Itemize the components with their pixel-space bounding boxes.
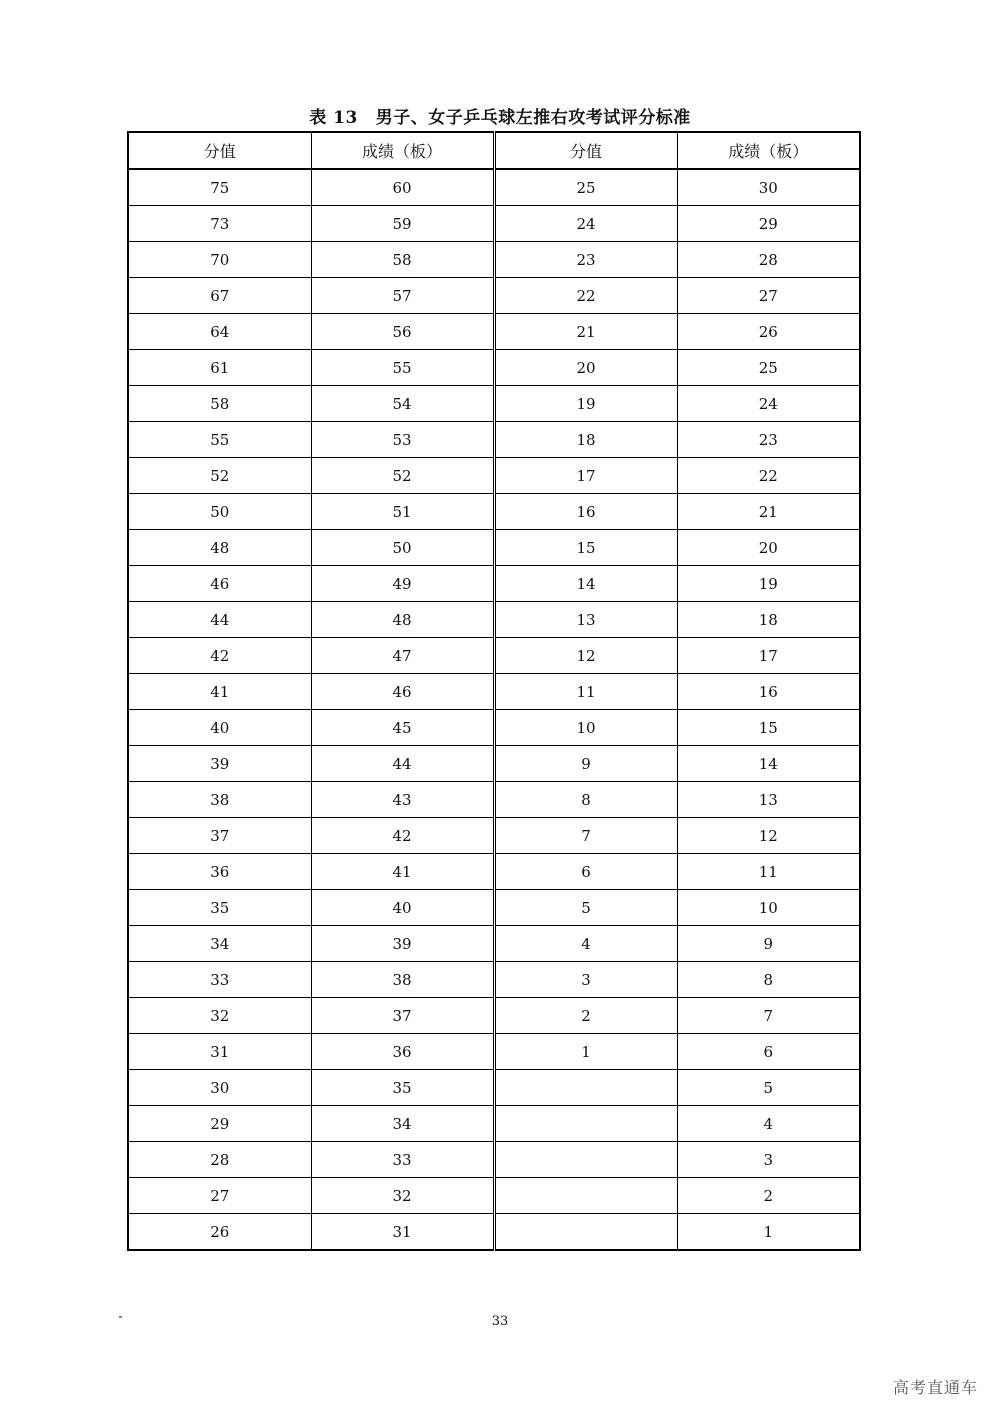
table-title-text: 男子、女子乒乓球左推右攻考试评分标准 bbox=[375, 108, 691, 128]
result-cell: 34 bbox=[311, 1106, 494, 1142]
score-cell: 20 bbox=[494, 350, 677, 386]
table-row bbox=[128, 962, 860, 998]
page-number: 33 bbox=[491, 1314, 509, 1329]
score-cell: 64 bbox=[128, 314, 311, 350]
result-cell: 52 bbox=[311, 458, 494, 494]
header-result: 成绩（板） bbox=[677, 132, 860, 169]
score-cell: 73 bbox=[128, 206, 311, 242]
result-cell: 57 bbox=[311, 278, 494, 314]
score-cell: 16 bbox=[494, 494, 677, 530]
result-cell: 37 bbox=[311, 998, 494, 1034]
result-cell: 35 bbox=[311, 1070, 494, 1106]
score-cell: 5 bbox=[494, 890, 677, 926]
result-cell: 32 bbox=[311, 1178, 494, 1214]
table-row bbox=[128, 710, 860, 746]
result-cell: 8 bbox=[677, 962, 860, 998]
score-cell: 2 bbox=[494, 998, 677, 1034]
table-row bbox=[128, 278, 860, 314]
result-cell: 53 bbox=[311, 422, 494, 458]
score-cell: 14 bbox=[494, 566, 677, 602]
table-row bbox=[128, 314, 860, 350]
result-cell: 55 bbox=[311, 350, 494, 386]
table-row bbox=[128, 1142, 860, 1178]
header-result: 成绩（板） bbox=[311, 132, 494, 169]
result-cell: 47 bbox=[311, 638, 494, 674]
score-cell bbox=[494, 1106, 677, 1142]
result-cell: 15 bbox=[677, 710, 860, 746]
result-cell: 26 bbox=[677, 314, 860, 350]
result-cell: 2 bbox=[677, 1178, 860, 1214]
result-cell: 29 bbox=[677, 206, 860, 242]
result-cell: 16 bbox=[677, 674, 860, 710]
score-cell: 26 bbox=[128, 1214, 311, 1251]
result-cell: 44 bbox=[311, 746, 494, 782]
result-cell: 12 bbox=[677, 818, 860, 854]
score-cell: 44 bbox=[128, 602, 311, 638]
result-cell: 11 bbox=[677, 854, 860, 890]
result-cell: 39 bbox=[311, 926, 494, 962]
table-row bbox=[128, 242, 860, 278]
table-row bbox=[128, 674, 860, 710]
score-cell: 29 bbox=[128, 1106, 311, 1142]
result-cell: 6 bbox=[677, 1034, 860, 1070]
score-cell: 12 bbox=[494, 638, 677, 674]
table-row bbox=[128, 386, 860, 422]
table-title bbox=[0, 103, 1000, 128]
table-row bbox=[128, 350, 860, 386]
score-cell: 55 bbox=[128, 422, 311, 458]
score-cell: 31 bbox=[128, 1034, 311, 1070]
result-cell: 24 bbox=[677, 386, 860, 422]
result-cell: 56 bbox=[311, 314, 494, 350]
table-row bbox=[128, 566, 860, 602]
score-cell: 25 bbox=[494, 169, 677, 206]
table-row bbox=[128, 458, 860, 494]
result-cell: 17 bbox=[677, 638, 860, 674]
score-cell: 1 bbox=[494, 1034, 677, 1070]
score-cell: 15 bbox=[494, 530, 677, 566]
table-row bbox=[128, 638, 860, 674]
score-cell: 37 bbox=[128, 818, 311, 854]
score-cell: 33 bbox=[128, 962, 311, 998]
result-cell: 3 bbox=[677, 1142, 860, 1178]
result-cell: 49 bbox=[311, 566, 494, 602]
result-cell: 60 bbox=[311, 169, 494, 206]
table-row bbox=[128, 602, 860, 638]
score-cell: 67 bbox=[128, 278, 311, 314]
score-cell: 22 bbox=[494, 278, 677, 314]
result-cell: 41 bbox=[311, 854, 494, 890]
score-cell: 21 bbox=[494, 314, 677, 350]
score-cell: 30 bbox=[128, 1070, 311, 1106]
score-cell: 34 bbox=[128, 926, 311, 962]
table-row bbox=[128, 854, 860, 890]
result-cell: 9 bbox=[677, 926, 860, 962]
score-cell: 50 bbox=[128, 494, 311, 530]
table-row bbox=[128, 530, 860, 566]
score-cell: 58 bbox=[128, 386, 311, 422]
result-cell: 46 bbox=[311, 674, 494, 710]
table-row bbox=[128, 890, 860, 926]
score-cell: 7 bbox=[494, 818, 677, 854]
result-cell: 50 bbox=[311, 530, 494, 566]
score-cell: 28 bbox=[128, 1142, 311, 1178]
result-cell: 10 bbox=[677, 890, 860, 926]
score-cell: 39 bbox=[128, 746, 311, 782]
result-cell: 38 bbox=[311, 962, 494, 998]
result-cell: 19 bbox=[677, 566, 860, 602]
table-row bbox=[128, 1106, 860, 1142]
header-score: 分值 bbox=[128, 132, 311, 169]
result-cell: 27 bbox=[677, 278, 860, 314]
score-cell: 41 bbox=[128, 674, 311, 710]
result-cell: 54 bbox=[311, 386, 494, 422]
result-cell: 14 bbox=[677, 746, 860, 782]
table-row bbox=[128, 169, 860, 206]
table-row bbox=[128, 1214, 860, 1251]
score-cell: 61 bbox=[128, 350, 311, 386]
result-cell: 18 bbox=[677, 602, 860, 638]
score-cell: 52 bbox=[128, 458, 311, 494]
score-cell: 36 bbox=[128, 854, 311, 890]
score-cell bbox=[494, 1178, 677, 1214]
table-row bbox=[128, 926, 860, 962]
result-cell: 45 bbox=[311, 710, 494, 746]
score-cell: 35 bbox=[128, 890, 311, 926]
score-cell: 11 bbox=[494, 674, 677, 710]
table-row bbox=[128, 1178, 860, 1214]
result-cell: 42 bbox=[311, 818, 494, 854]
header-row bbox=[128, 132, 860, 169]
result-cell: 21 bbox=[677, 494, 860, 530]
table-body bbox=[128, 169, 860, 1250]
header-score: 分值 bbox=[494, 132, 677, 169]
table-row bbox=[128, 746, 860, 782]
score-cell: 23 bbox=[494, 242, 677, 278]
score-cell: 48 bbox=[128, 530, 311, 566]
scoring-table bbox=[127, 131, 861, 1251]
result-cell: 48 bbox=[311, 602, 494, 638]
score-cell: 19 bbox=[494, 386, 677, 422]
score-cell: 38 bbox=[128, 782, 311, 818]
score-cell: 9 bbox=[494, 746, 677, 782]
result-cell: 1 bbox=[677, 1214, 860, 1251]
result-cell: 43 bbox=[311, 782, 494, 818]
result-cell: 30 bbox=[677, 169, 860, 206]
score-cell: 24 bbox=[494, 206, 677, 242]
score-cell bbox=[494, 1214, 677, 1251]
result-cell: 4 bbox=[677, 1106, 860, 1142]
result-cell: 7 bbox=[677, 998, 860, 1034]
score-cell: 3 bbox=[494, 962, 677, 998]
result-cell: 22 bbox=[677, 458, 860, 494]
result-cell: 33 bbox=[311, 1142, 494, 1178]
score-cell: 46 bbox=[128, 566, 311, 602]
score-cell: 8 bbox=[494, 782, 677, 818]
score-cell: 18 bbox=[494, 422, 677, 458]
table-row bbox=[128, 206, 860, 242]
table-row bbox=[128, 782, 860, 818]
score-cell: 32 bbox=[128, 998, 311, 1034]
score-cell bbox=[494, 1142, 677, 1178]
result-cell: 40 bbox=[311, 890, 494, 926]
result-cell: 20 bbox=[677, 530, 860, 566]
table-row bbox=[128, 1034, 860, 1070]
result-cell: 36 bbox=[311, 1034, 494, 1070]
score-cell: 75 bbox=[128, 169, 311, 206]
result-cell: 31 bbox=[311, 1214, 494, 1251]
table-number: 表 13 bbox=[309, 108, 358, 128]
table-row bbox=[128, 1070, 860, 1106]
result-cell: 28 bbox=[677, 242, 860, 278]
result-cell: 58 bbox=[311, 242, 494, 278]
score-cell: 40 bbox=[128, 710, 311, 746]
score-cell: 10 bbox=[494, 710, 677, 746]
result-cell: 13 bbox=[677, 782, 860, 818]
table-row bbox=[128, 422, 860, 458]
result-cell: 59 bbox=[311, 206, 494, 242]
result-cell: 51 bbox=[311, 494, 494, 530]
score-cell: 4 bbox=[494, 926, 677, 962]
score-cell: 42 bbox=[128, 638, 311, 674]
result-cell: 23 bbox=[677, 422, 860, 458]
watermark: 高考直通车 bbox=[892, 1378, 978, 1397]
score-cell bbox=[494, 1070, 677, 1106]
table-row bbox=[128, 494, 860, 530]
score-cell: 17 bbox=[494, 458, 677, 494]
score-cell: 6 bbox=[494, 854, 677, 890]
table-row bbox=[128, 998, 860, 1034]
table-row bbox=[128, 818, 860, 854]
result-cell: 5 bbox=[677, 1070, 860, 1106]
score-cell: 13 bbox=[494, 602, 677, 638]
score-cell: 27 bbox=[128, 1178, 311, 1214]
result-cell: 25 bbox=[677, 350, 860, 386]
score-cell: 70 bbox=[128, 242, 311, 278]
